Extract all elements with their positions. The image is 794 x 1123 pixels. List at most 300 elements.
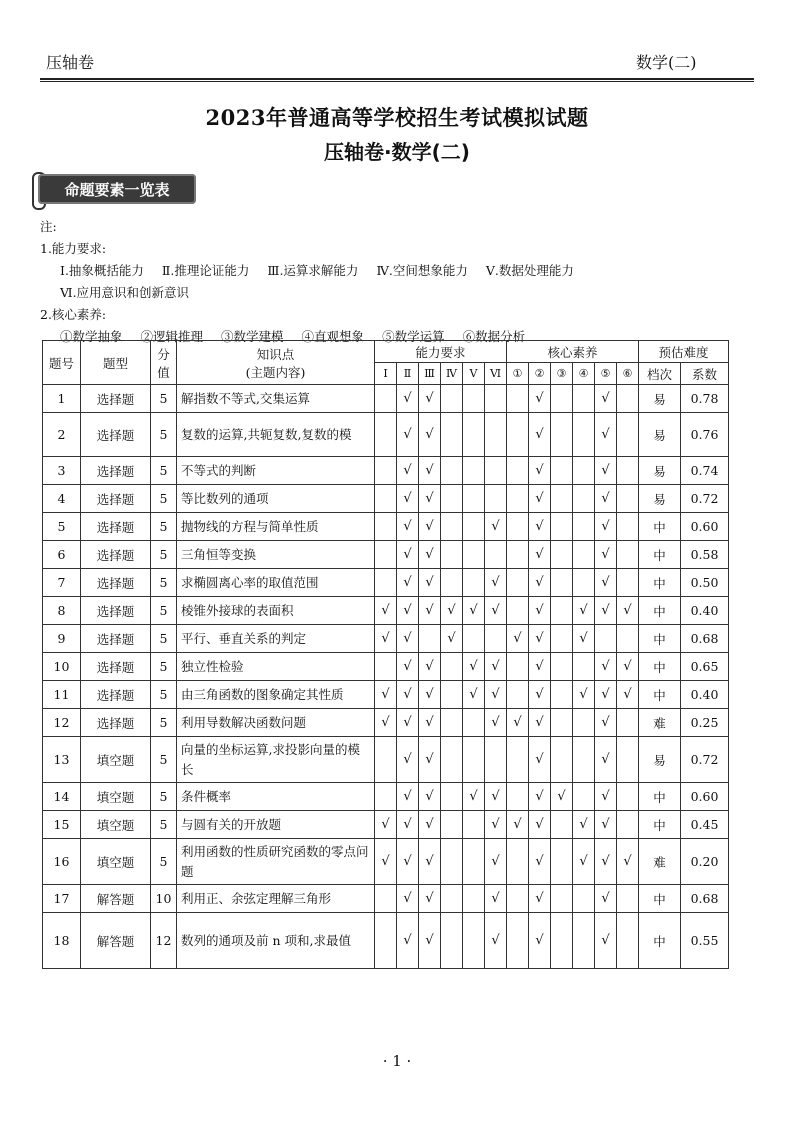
ability-item: Ⅳ.空间想象能力 (376, 263, 468, 278)
cell-literacy-2 (529, 839, 551, 885)
check-mark-icon: √ (601, 817, 610, 832)
cell-ability-2 (397, 885, 419, 913)
cell-ability-5 (463, 597, 485, 625)
cell-literacy-4 (573, 737, 595, 783)
cell-score: 5 (151, 783, 177, 811)
check-mark-icon: √ (403, 891, 412, 906)
cell-ability-3 (419, 839, 441, 885)
check-mark-icon: √ (381, 854, 390, 869)
cell-ability-4 (441, 709, 463, 737)
page-number: · 1 · (382, 1052, 412, 1070)
cell-score: 5 (151, 513, 177, 541)
cell-literacy-5 (595, 413, 617, 457)
cell-ability-5 (463, 913, 485, 969)
cell-literacy-6 (617, 653, 639, 681)
cell-coef: 0.68 (681, 625, 729, 653)
table-row (43, 457, 729, 485)
cell-num: 16 (43, 839, 81, 885)
check-mark-icon: √ (403, 603, 412, 618)
cell-num: 4 (43, 485, 81, 513)
check-mark-icon: √ (601, 463, 610, 478)
check-mark-icon: √ (579, 603, 588, 618)
check-mark-icon: √ (491, 817, 500, 832)
kp-header-line2: (主题内容) (245, 364, 306, 380)
cell-ability-6 (485, 653, 507, 681)
ability-col-1: Ⅰ (375, 363, 397, 385)
cell-ability-5 (463, 385, 485, 413)
check-mark-icon: √ (601, 575, 610, 590)
cell-type: 填空题 (81, 839, 151, 885)
cell-ability-4 (441, 913, 463, 969)
cell-knowledge-point: 利用导数解决函数问题 (177, 709, 375, 737)
cell-ability-2 (397, 783, 419, 811)
cell-level: 中 (639, 681, 681, 709)
cell-literacy-5 (595, 839, 617, 885)
section-banner: 命题要素一览表 (38, 174, 196, 204)
cell-knowledge-point: 平行、垂直关系的判定 (177, 625, 375, 653)
table-body (43, 385, 729, 969)
cell-ability-2 (397, 541, 419, 569)
cell-ability-3 (419, 737, 441, 783)
cell-ability-2 (397, 681, 419, 709)
cell-literacy-6 (617, 783, 639, 811)
cell-level: 中 (639, 513, 681, 541)
cell-ability-2 (397, 597, 419, 625)
cell-literacy-3 (551, 653, 573, 681)
cell-literacy-1 (507, 839, 529, 885)
cell-knowledge-point: 向量的坐标运算,求投影向量的模长 (177, 737, 375, 783)
cell-literacy-3 (551, 839, 573, 885)
cell-level: 中 (639, 653, 681, 681)
table-row (43, 709, 729, 737)
table-row (43, 783, 729, 811)
cell-type: 选择题 (81, 709, 151, 737)
cell-score: 12 (151, 913, 177, 969)
check-mark-icon: √ (447, 631, 456, 646)
col-header-coef: 系数 (681, 363, 729, 385)
literacy-col-2: ② (529, 363, 551, 385)
cell-literacy-1 (507, 885, 529, 913)
cell-num: 3 (43, 457, 81, 485)
notes-label: 注: (40, 219, 57, 234)
check-mark-icon: √ (601, 752, 610, 767)
cell-knowledge-point: 不等式的判断 (177, 457, 375, 485)
cell-level: 中 (639, 811, 681, 839)
check-mark-icon: √ (601, 519, 610, 534)
cell-type: 选择题 (81, 413, 151, 457)
cell-num: 14 (43, 783, 81, 811)
cell-literacy-1 (507, 597, 529, 625)
cell-literacy-2 (529, 709, 551, 737)
cell-type: 填空题 (81, 783, 151, 811)
check-mark-icon: √ (381, 631, 390, 646)
table-row (43, 413, 729, 457)
cell-ability-1 (375, 913, 397, 969)
cell-literacy-4 (573, 541, 595, 569)
cell-literacy-3 (551, 783, 573, 811)
cell-ability-2 (397, 737, 419, 783)
cell-literacy-3 (551, 597, 573, 625)
cell-level: 中 (639, 913, 681, 969)
table-row (43, 385, 729, 413)
cell-ability-2 (397, 569, 419, 597)
ability-col-6: Ⅵ (485, 363, 507, 385)
check-mark-icon: √ (425, 933, 434, 948)
cell-literacy-3 (551, 709, 573, 737)
cell-literacy-1 (507, 541, 529, 569)
check-mark-icon: √ (623, 854, 632, 869)
check-mark-icon: √ (535, 519, 544, 534)
cell-knowledge-point: 等比数列的通项 (177, 485, 375, 513)
check-mark-icon: √ (601, 427, 610, 442)
cell-ability-4 (441, 385, 463, 413)
cell-literacy-1 (507, 811, 529, 839)
cell-ability-6 (485, 597, 507, 625)
check-mark-icon: √ (425, 715, 434, 730)
check-mark-icon: √ (425, 789, 434, 804)
cell-literacy-2 (529, 457, 551, 485)
cell-score: 5 (151, 625, 177, 653)
cell-literacy-2 (529, 681, 551, 709)
cell-ability-4 (441, 413, 463, 457)
cell-ability-1 (375, 513, 397, 541)
cell-literacy-1 (507, 625, 529, 653)
cell-knowledge-point: 由三角函数的图象确定其性质 (177, 681, 375, 709)
check-mark-icon: √ (469, 789, 478, 804)
cell-ability-3 (419, 413, 441, 457)
cell-literacy-5 (595, 681, 617, 709)
check-mark-icon: √ (535, 933, 544, 948)
cell-literacy-1 (507, 385, 529, 413)
cell-literacy-4 (573, 485, 595, 513)
cell-num: 13 (43, 737, 81, 783)
cell-ability-1 (375, 485, 397, 513)
cell-ability-3 (419, 709, 441, 737)
cell-type: 选择题 (81, 625, 151, 653)
check-mark-icon: √ (491, 687, 500, 702)
cell-literacy-2 (529, 913, 551, 969)
cell-ability-6 (485, 913, 507, 969)
cell-ability-1 (375, 597, 397, 625)
check-mark-icon: √ (381, 715, 390, 730)
literacy-col-6: ⑥ (617, 363, 639, 385)
cell-ability-6 (485, 569, 507, 597)
cell-num: 18 (43, 913, 81, 969)
cell-ability-2 (397, 913, 419, 969)
col-header-literacy: 核心素养 (507, 341, 639, 363)
check-mark-icon: √ (535, 659, 544, 674)
cell-ability-5 (463, 737, 485, 783)
cell-literacy-1 (507, 457, 529, 485)
notes-section (40, 216, 592, 348)
check-mark-icon: √ (425, 854, 434, 869)
cell-literacy-6 (617, 413, 639, 457)
check-mark-icon: √ (469, 687, 478, 702)
cell-level: 中 (639, 625, 681, 653)
cell-literacy-4 (573, 597, 595, 625)
cell-ability-5 (463, 885, 485, 913)
cell-level: 中 (639, 597, 681, 625)
literacy-item: ②逻辑推理 (140, 329, 204, 344)
cell-literacy-6 (617, 385, 639, 413)
cell-knowledge-point: 棱锥外接球的表面积 (177, 597, 375, 625)
check-mark-icon: √ (535, 789, 544, 804)
cell-literacy-3 (551, 485, 573, 513)
check-mark-icon: √ (403, 547, 412, 562)
cell-type: 解答题 (81, 885, 151, 913)
literacy-item: ③数学建模 (221, 329, 284, 344)
table-row (43, 737, 729, 783)
cell-level: 易 (639, 737, 681, 783)
cell-type: 解答题 (81, 913, 151, 969)
check-mark-icon: √ (403, 789, 412, 804)
cell-literacy-6 (617, 681, 639, 709)
cell-ability-5 (463, 839, 485, 885)
cell-ability-6 (485, 485, 507, 513)
cell-score: 5 (151, 569, 177, 597)
cell-ability-1 (375, 541, 397, 569)
check-mark-icon: √ (601, 547, 610, 562)
check-mark-icon: √ (535, 631, 544, 646)
table-row (43, 913, 729, 969)
col-header-difficulty: 预估难度 (639, 341, 729, 363)
cell-ability-6 (485, 839, 507, 885)
cell-ability-5 (463, 541, 485, 569)
cell-ability-6 (485, 385, 507, 413)
cell-literacy-2 (529, 737, 551, 783)
cell-literacy-5 (595, 385, 617, 413)
table-row (43, 541, 729, 569)
cell-coef: 0.72 (681, 737, 729, 783)
cell-literacy-2 (529, 513, 551, 541)
col-header-kp (177, 341, 375, 385)
ability-col-3: Ⅲ (419, 363, 441, 385)
cell-ability-5 (463, 513, 485, 541)
col-header-score (151, 341, 177, 385)
cell-ability-4 (441, 681, 463, 709)
cell-ability-2 (397, 413, 419, 457)
check-mark-icon: √ (425, 817, 434, 832)
check-mark-icon: √ (425, 659, 434, 674)
cell-literacy-3 (551, 913, 573, 969)
table-row (43, 839, 729, 885)
cell-literacy-5 (595, 625, 617, 653)
cell-literacy-1 (507, 709, 529, 737)
cell-level: 难 (639, 839, 681, 885)
check-mark-icon: √ (403, 463, 412, 478)
cell-ability-6 (485, 413, 507, 457)
cell-coef: 0.78 (681, 385, 729, 413)
cell-coef: 0.58 (681, 541, 729, 569)
ability-col-5: Ⅴ (463, 363, 485, 385)
cell-ability-3 (419, 913, 441, 969)
cell-knowledge-point: 利用函数的性质研究函数的零点问题 (177, 839, 375, 885)
check-mark-icon: √ (601, 603, 610, 618)
cell-coef: 0.60 (681, 783, 729, 811)
cell-ability-3 (419, 485, 441, 513)
check-mark-icon: √ (425, 603, 434, 618)
check-mark-icon: √ (403, 575, 412, 590)
cell-coef: 0.50 (681, 569, 729, 597)
check-mark-icon: √ (579, 687, 588, 702)
header-rule-thin (40, 81, 754, 82)
cell-num: 5 (43, 513, 81, 541)
cell-level: 易 (639, 413, 681, 457)
cell-coef: 0.68 (681, 885, 729, 913)
cell-literacy-2 (529, 485, 551, 513)
cell-ability-5 (463, 709, 485, 737)
literacy-col-3: ③ (551, 363, 573, 385)
check-mark-icon: √ (403, 491, 412, 506)
check-mark-icon: √ (535, 575, 544, 590)
cell-literacy-5 (595, 913, 617, 969)
cell-ability-4 (441, 485, 463, 513)
table-row (43, 681, 729, 709)
cell-literacy-4 (573, 513, 595, 541)
check-mark-icon: √ (601, 659, 610, 674)
cell-ability-1 (375, 569, 397, 597)
cell-coef: 0.60 (681, 513, 729, 541)
cell-num: 10 (43, 653, 81, 681)
cell-ability-3 (419, 885, 441, 913)
check-mark-icon: √ (491, 891, 500, 906)
cell-ability-6 (485, 681, 507, 709)
cell-ability-6 (485, 513, 507, 541)
check-mark-icon: √ (601, 891, 610, 906)
check-mark-icon: √ (513, 715, 522, 730)
table-row (43, 811, 729, 839)
cell-knowledge-point: 复数的运算,共轭复数,复数的模 (177, 413, 375, 457)
literacy-col-1: ① (507, 363, 529, 385)
cell-literacy-3 (551, 569, 573, 597)
table-row (43, 597, 729, 625)
cell-ability-1 (375, 457, 397, 485)
check-mark-icon: √ (535, 817, 544, 832)
cell-level: 中 (639, 885, 681, 913)
cell-type: 选择题 (81, 569, 151, 597)
check-mark-icon: √ (535, 891, 544, 906)
cell-ability-4 (441, 737, 463, 783)
cell-literacy-4 (573, 457, 595, 485)
check-mark-icon: √ (623, 603, 632, 618)
cell-ability-1 (375, 385, 397, 413)
cell-score: 5 (151, 653, 177, 681)
cell-ability-3 (419, 513, 441, 541)
cell-coef: 0.72 (681, 485, 729, 513)
cell-literacy-1 (507, 413, 529, 457)
cell-literacy-4 (573, 653, 595, 681)
cell-literacy-2 (529, 385, 551, 413)
cell-knowledge-point: 利用正、余弦定理解三角形 (177, 885, 375, 913)
cell-literacy-4 (573, 885, 595, 913)
col-header-level: 档次 (639, 363, 681, 385)
cell-literacy-6 (617, 811, 639, 839)
check-mark-icon: √ (403, 817, 412, 832)
cell-literacy-4 (573, 913, 595, 969)
cell-ability-1 (375, 811, 397, 839)
cell-literacy-6 (617, 485, 639, 513)
cell-coef: 0.55 (681, 913, 729, 969)
cell-literacy-2 (529, 783, 551, 811)
cell-literacy-5 (595, 737, 617, 783)
cell-type: 选择题 (81, 541, 151, 569)
cell-literacy-4 (573, 709, 595, 737)
cell-literacy-5 (595, 811, 617, 839)
cell-ability-1 (375, 783, 397, 811)
spec-table (42, 340, 729, 969)
cell-type: 选择题 (81, 485, 151, 513)
cell-literacy-5 (595, 783, 617, 811)
ability-list (40, 260, 592, 282)
cell-ability-4 (441, 885, 463, 913)
cell-literacy-3 (551, 625, 573, 653)
cell-num: 11 (43, 681, 81, 709)
cell-ability-3 (419, 569, 441, 597)
cell-type: 填空题 (81, 737, 151, 783)
cell-ability-4 (441, 783, 463, 811)
cell-type: 填空题 (81, 811, 151, 839)
check-mark-icon: √ (425, 891, 434, 906)
cell-literacy-6 (617, 913, 639, 969)
cell-ability-4 (441, 625, 463, 653)
cell-literacy-5 (595, 653, 617, 681)
cell-ability-6 (485, 811, 507, 839)
check-mark-icon: √ (491, 575, 500, 590)
cell-literacy-1 (507, 783, 529, 811)
cell-type: 选择题 (81, 597, 151, 625)
check-mark-icon: √ (491, 933, 500, 948)
cell-score: 5 (151, 709, 177, 737)
col-header-ability: 能力要求 (375, 341, 507, 363)
cell-literacy-5 (595, 513, 617, 541)
cell-ability-5 (463, 625, 485, 653)
check-mark-icon: √ (491, 789, 500, 804)
cell-ability-3 (419, 783, 441, 811)
cell-literacy-4 (573, 839, 595, 885)
check-mark-icon: √ (623, 687, 632, 702)
cell-ability-2 (397, 457, 419, 485)
cell-ability-4 (441, 653, 463, 681)
cell-score: 5 (151, 737, 177, 783)
check-mark-icon: √ (535, 603, 544, 618)
cell-num: 6 (43, 541, 81, 569)
cell-coef: 0.40 (681, 681, 729, 709)
cell-literacy-3 (551, 457, 573, 485)
cell-literacy-4 (573, 625, 595, 653)
cell-literacy-4 (573, 783, 595, 811)
cell-ability-4 (441, 569, 463, 597)
running-header-right: 数学(二) (636, 53, 697, 72)
cell-num: 2 (43, 413, 81, 457)
col-header-num: 题号 (43, 341, 81, 385)
check-mark-icon: √ (403, 631, 412, 646)
cell-literacy-2 (529, 541, 551, 569)
cell-score: 5 (151, 485, 177, 513)
cell-knowledge-point: 条件概率 (177, 783, 375, 811)
check-mark-icon: √ (425, 391, 434, 406)
cell-literacy-4 (573, 811, 595, 839)
cell-ability-1 (375, 709, 397, 737)
cell-ability-3 (419, 625, 441, 653)
check-mark-icon: √ (425, 547, 434, 562)
cell-literacy-5 (595, 885, 617, 913)
cell-num: 8 (43, 597, 81, 625)
page-title: 2023年普通高等学校招生考试模拟试题 (205, 105, 589, 130)
cell-ability-1 (375, 681, 397, 709)
ability-col-4: Ⅳ (441, 363, 463, 385)
check-mark-icon: √ (491, 519, 500, 534)
check-mark-icon: √ (535, 427, 544, 442)
